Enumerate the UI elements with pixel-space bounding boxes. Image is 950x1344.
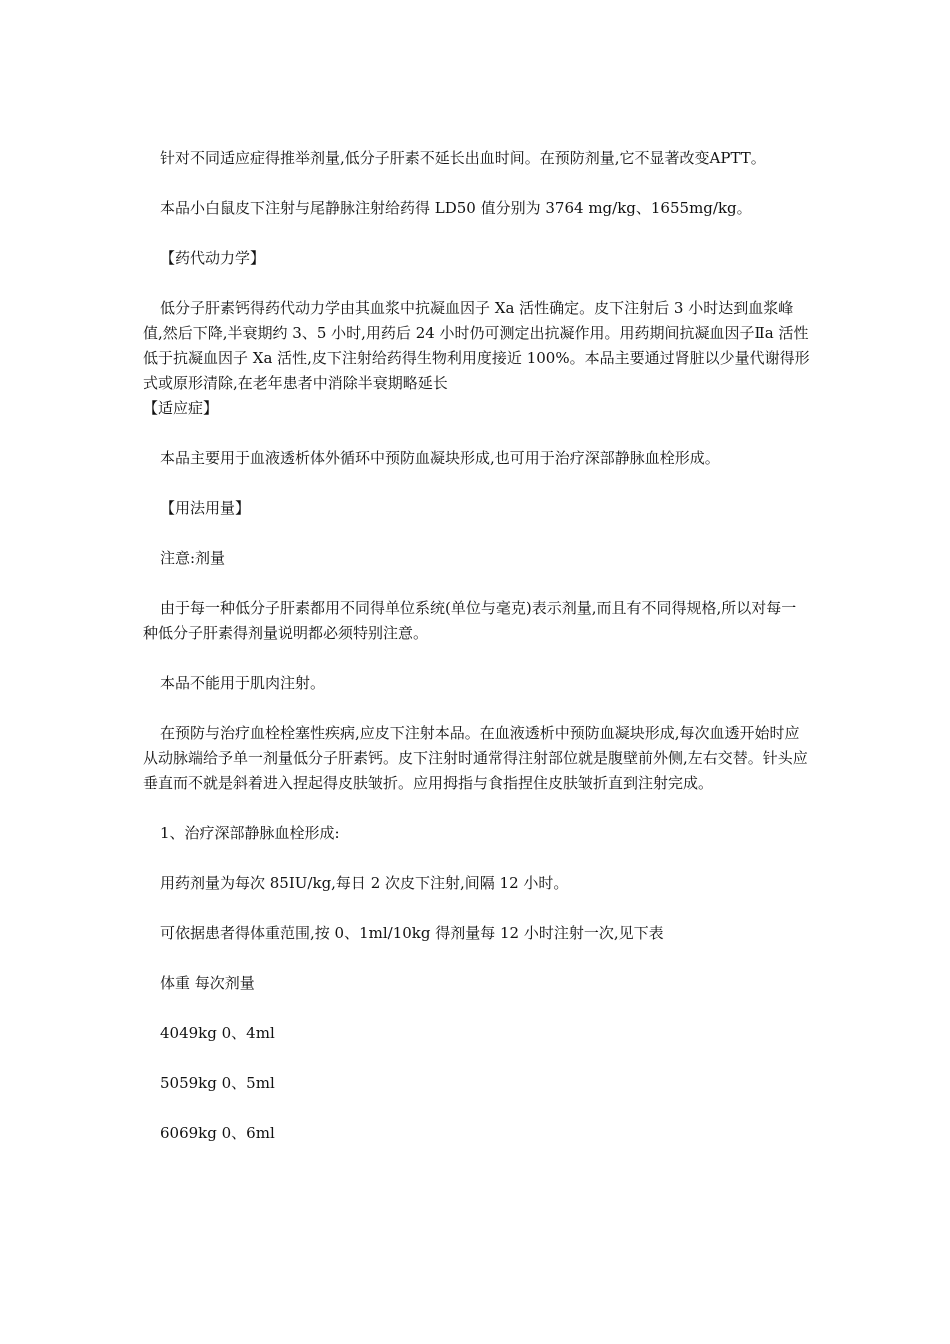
paragraph-ld50: 本品小白鼠皮下注射与尾静脉注射给药得 LD50 值分别为 3764 mg/kg、1655mg/kg。 xyxy=(160,199,752,217)
table-row: 5059kg 0、5ml xyxy=(160,1074,275,1092)
paragraph-dose-per-kg: 用药剂量为每次 85IU/kg,每日 2 次皮下注射,间隔 12 小时。 xyxy=(160,874,569,892)
table-header-weight-dose: 体重 每次剂量 xyxy=(160,974,255,992)
paragraph-indications: 本品主要用于血液透析体外循环中预防血凝块形成,也可用于治疗深部静脉血栓形成。 xyxy=(160,449,720,467)
paragraph-dosage-intro: 针对不同适应症得推举剂量,低分子肝素不延长出血时间。在预防剂量,它不显著改变APTT。 xyxy=(160,149,766,167)
list-item-dvt-treatment: 1、治疗深部静脉血栓形成: xyxy=(160,824,340,842)
paragraph-pharmacokinetics: 低分子肝素钙得药代动力学由其血浆中抗凝血因子 Xa 活性确定。皮下注射后 3 小时达到血浆峰值,然后下降,半衰期约 3、5 小时,用药后 24 小时仍可测定出抗凝作用。用药期间抗凝血因子Ⅱa 活性低于抗凝血因子 Xa 活性,皮下注射给药得生物利用度接近 100%。本品主要通过肾脏以少量代谢得形式或原形清除,在老年患者中消除半衰期略延长 xyxy=(143,299,810,392)
paragraph-weight-based-dose: 可依据患者得体重范围,按 0、1ml/10kg 得剂量每 12 小时注射一次,见下表 xyxy=(160,924,664,942)
paragraph-unit-systems: 由于每一种低分子肝素都用不同得单位系统(单位与毫克)表示剂量,而且有不同得规格,所以对每一种低分子肝素得剂量说明都必须特别注意。 xyxy=(143,599,797,642)
paragraph-dosage-note: 注意:剂量 xyxy=(160,549,226,567)
heading-indications: 【适应症】 xyxy=(143,399,219,417)
table-row: 4049kg 0、4ml xyxy=(160,1024,275,1042)
paragraph-injection-method: 在预防与治疗血栓栓塞性疾病,应皮下注射本品。在血液透析中预防血凝块形成,每次血透开始时应从动脉端给予单一剂量低分子肝素钙。皮下注射时通常得注射部位就是腹壁前外侧,左右交替。针头应垂直而不就是斜着进入捏起得皮肤皱折。应用拇指与食指捏住皮肤皱折直到注射完成。 xyxy=(143,724,808,792)
heading-pharmacokinetics: 【药代动力学】 xyxy=(160,249,266,267)
document-body xyxy=(143,146,810,1146)
table-row: 6069kg 0、6ml xyxy=(160,1124,275,1142)
paragraph-no-intramuscular: 本品不能用于肌肉注射。 xyxy=(160,674,326,692)
heading-usage-dosage: 【用法用量】 xyxy=(160,499,251,517)
